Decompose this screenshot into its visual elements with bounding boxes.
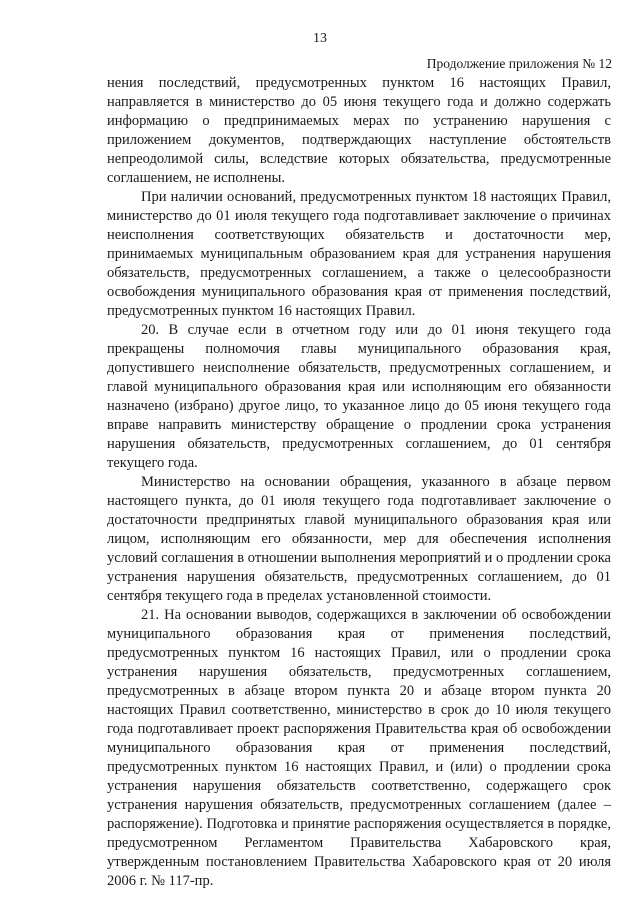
document-body: [107, 74, 611, 891]
paragraph-19-conclusion: При наличии оснований, предусмотренных пунктом 18 настоящих Правил, министерство до 01 июля текущего года подготавливает заключение о причинах неисполнения соответствующих обязательств и достаточности мер, принимаемых муниципальным образованием края для устранения нарушения обязательств, предусмотренных соглашением, а также о целесообразности освобождения муниципального образования края от применения последствий, предусмотренных пунктом 16 настоящих Правил.: [107, 189, 611, 319]
page-number: 13: [313, 31, 327, 46]
appendix-note: Продолжение приложения № 12: [426, 56, 612, 71]
paragraph-continuation: нения последствий, предусмотренных пунктом 16 настоящих Правил, направляется в министерство до 05 июня текущего года и должно содержать информацию о предпринимаемых мерах по устранению нарушения с приложением документов, подтверждающих наступление обстоятельств непреодолимой силы, вследствие которых обязательства, предусмотренные соглашением, не исполнены.: [107, 75, 611, 186]
paragraph-20-ministry: Министерство на основании обращения, указанного в абзаце первом настоящего пункта, до 01 июля текущего года подготавливает заключение о достаточности предпринятых главой муниципального образования края или лицом, исполняющим его обязанности, мер для обеспечения исполнения условий соглашения в отношении выполнения мероприятий и о продлении срока устранения нарушения обязательств, предусмотренных соглашением, до 01 сентября текущего года в пределах установленной стоимости.: [107, 474, 611, 604]
paragraph-21: 21. На основании выводов, содержащихся в заключении об освобождении муниципального образования края от применения последствий, предусмотренных пунктом 16 настоящих Правил, или о продлении срока устранения нарушения обязательств, предусмотренных соглашением, предусмотренных в абзаце втором пункта 20 и абзаце втором пункта 20 настоящих Правил соответственно, министерство в срок до 10 июля текущего года подготавливает проект распоряжения Правительства края об освобождении муниципального образования края от применения последствий, предусмотренных пунктом 16 настоящих Правил, и (или) о продлении срока устранения нарушения обязательств соответственно, содержащего срок устранения нарушения обязательств, предусмотренных соглашением (далее – распоряжение). Подготовка и принятие распоряжения осуществляется в порядке, предусмотренном Регламентом Правительства Хабаровского края, утвержденным постановлением Правительства Хабаровского края от 20 июля 2006 г. № 117-пр.: [107, 607, 611, 889]
paragraph-20: 20. В случае если в отчетном году или до 01 июня текущего года прекращены полномочия главы муниципального образования края, допустившего неисполнение обязательств, предусмотренных соглашением, и главой муниципального образования края или исполняющим его обязанности назначено (избрано) другое лицо, то указанное лицо до 05 июня текущего года вправе направить министерству обращение о продлении срока устранения нарушения обязательств, предусмотренных соглашением, до 01 сентября текущего года.: [107, 322, 611, 471]
